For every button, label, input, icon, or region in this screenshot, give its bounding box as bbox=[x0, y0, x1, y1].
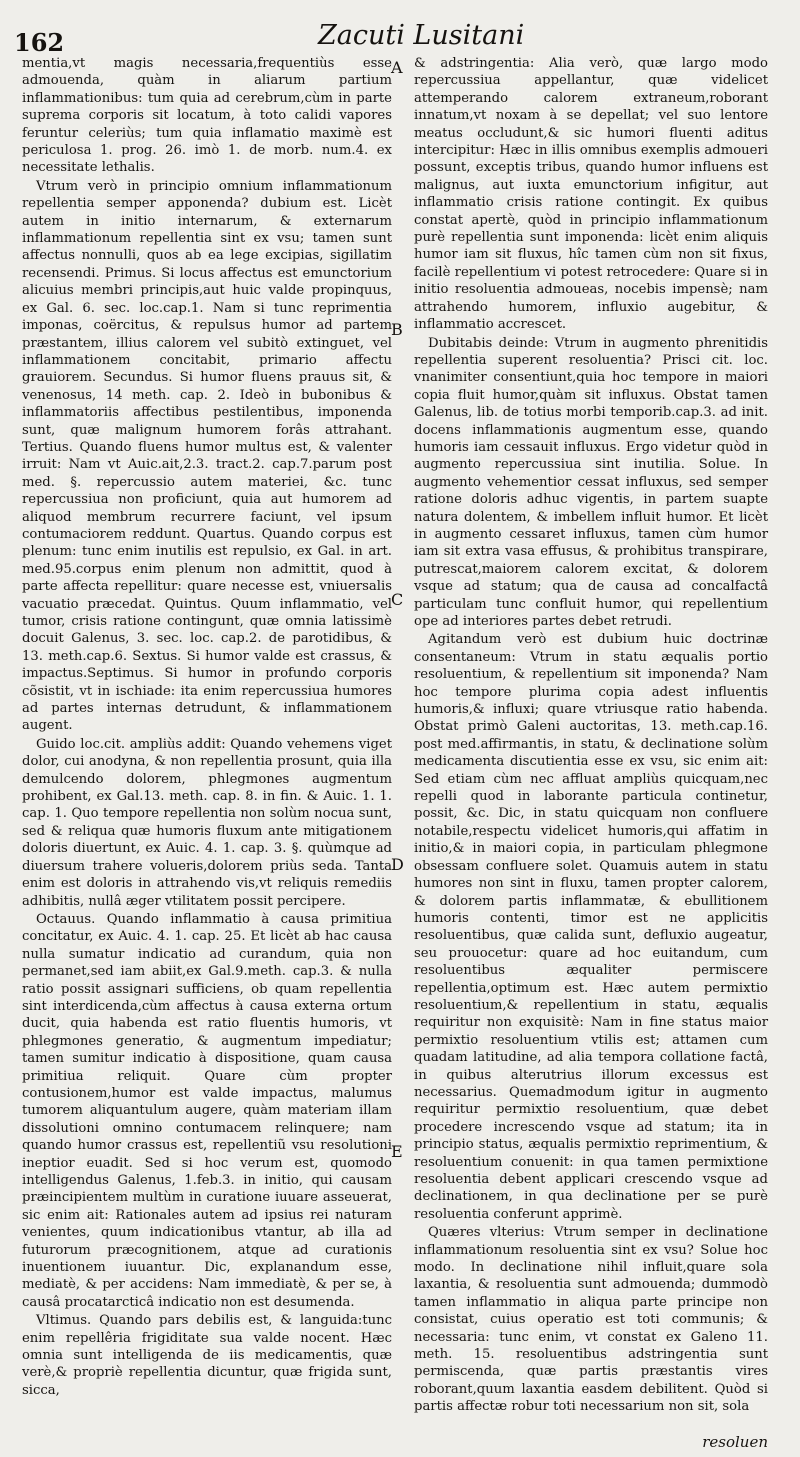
paragraph: Guido loc.cit. ampliùs addit: Quando vehemens viget dolor, cui anodyna, & non repellentia prosunt, quia illa demulcendo dolorem, phlegmones augmentum prohibent, ex Gal.13. meth. cap. 8. in fin. & Auic. 1. 1. cap. 1. Quo tempore repellentia non solùm nocua sunt, sed & reliqua quæ humoris fluxum ante mitigationem doloris diuertunt, ex Auic. 4. 1. cap. 3. §. quùmque ad diuersum trahere volueris,dolorem priùs seda. Tanta enim est doloris in attrahendo vis,vt reliquis remediis adhibitis, nullâ æger vtilitatem possit percipere. bbox=[22, 736, 392, 909]
paragraph: Agitandum verò est dubium huic doctrinæ consentaneum: Vtrum in statu æqualis portio resoluentium, & repellentium sit imponenda? Nam hoc tempore plurima copia adest influentis humoris,& influxi; quare vtriusque ratio habenda. Obstat primò Galeni auctoritas, 13. meth.cap.16. post med.affirmantis, in statu, & declinatione solùm medicamenta discutientia esse ex vsu, sic enim ait: Sed etiam cùm nec affluat ampliùs quicquam,nec repelli quod in laborante particula continetur, possit, &c. Dic, in statu quicquam non confluere notabile,respectu videlicet humoris,qui affatim in initio,& in maiori copia, in particulam phlegmone obsessam confluere solet. Quamuis autem in statu humores non sint in fluxu, tamen propter calorem, & dolorem partis inflammatæ, & ebullitionem humoris contenti, timor est ne applicitis resoluentibus, quæ calida sunt, defluxio augeatur, seu prouocetur: quare ad hoc euitandum, cum resoluentibus æqualiter permiscere repellentia,optimum est. Hæc autem permixtio resoluentium,& repellentium in statu, æqualis requiritur non exquisitè: Nam in fine status maior permixtio resoluentium vtilis est; attamen cum quadam latitudine, ad alia tempora collatione factâ, in quibus alterutrius illorum excessus est necessarius. Quemadmodum igitur in augmento requiritur permixtio resoluentium, quæ debet procedere increscendo vsque ad statum; ita in principio status, æqualis permixtio reprimentium, & resoluentium conuenit: in qua tamen permixtione resoluentia debent applicari crescendo vsque ad declinationem, in qua declinatione per se purè resoluentia conferunt apprimè. bbox=[414, 632, 768, 1222]
right-text-column bbox=[414, 55, 768, 1417]
paragraph: Octauus. Quando inflammatio à causa primitiua concitatur, ex Auic. 4. 1. cap. 25. Et licèt ab hac causa nulla sumatur indicatio ad curandum, quia non permanet,sed iam abiit,ex Gal.9.meth. cap.3. & nulla ratio possit assignari sufficiens, ob quam repellentia sint interdicenda,cùm affectus à causa externa ortum ducit, quia habenda est ratio fluentis humoris, vt phlegmones generatio, & augmentum impediatur; tamen sumitur indicatio à dispositione, quam causa primitiua reliquit. Quare cùm propter contusionem,humor est valde impactus, malumus tumorem aliquantulum augere, quàm materiam illam dissolutioni omnino contumacem relinquere; nam quando humor crassus est, repellentiũ vsu resolutioni ineptior euadit. Sed si hoc verum est, quomodo intelligendus Galenus, 1.feb.3. in initio, qui causam præincipientem multùm in curatione iuuare asseuerat, sic enim ait: Rationales autem ad ipsius rei naturam venientes, quum indicationibus vtantur, ab illa ad futurorum præcognitionem, atque ad curationis inuentionem iuuantur. Dic, explanandum esse, mediatè, & per accidens: Nam immediatè, & per se, à causâ procatarcticâ indicatio non est desumenda. bbox=[22, 911, 392, 1310]
paragraph: mentia,vt magis necessaria,frequentiùs esse admouenda, quàm in aliarum partium inflammationibus: tum quia ad cerebrum,cùm in parte suprema corporis sit locatum, à toto calidi vapores feruntur celeriùs; tum quia inflamatio maximè est periculosa 1. prog. 26. imò 1. de morb. num.4. ex necessitate lethalis. bbox=[22, 56, 392, 176]
page-number: 162 bbox=[14, 28, 65, 57]
page-header bbox=[0, 4, 800, 57]
catchword: resoluen bbox=[702, 1433, 768, 1451]
running-title: Zacuti Lusitani bbox=[318, 20, 525, 51]
margin-letter-b: B bbox=[391, 320, 403, 339]
paragraph: Dubitabis deinde: Vtrum in augmento phrenitidis repellentia superent resoluentia? Prisci cit. loc. vnanimiter consentiunt,quia hoc tempore in maiori copia fluit humor,quàm sit influxus. Obstat tamen Galenus, lib. de totius morbi temporib.cap.3. ad init. docens inflammationis augmentum esse, quando humoris iam cessauit influxus. Ergo videtur quòd in augmento repercussiua sint inutilia. Solue. In augmento vehementior cessat influxus, sed semper ratione doloris adhuc vigentis, in partem suapte natura dolentem, & imbellem influit humor. Et licèt in augmento cessaret influxus, tamen cùm humor iam sit extra vasa effusus, & prohibitus transpirare, putrescat,maiorem calorem excitat, & dolorem vsque ad statum; qua de causa ad concalfactâ particulam tunc confluit humor, qui repellentium ope ad interiores partes debet retrudi. bbox=[414, 335, 768, 629]
margin-letter-a: A bbox=[391, 58, 403, 77]
paragraph: Vltimus. Quando pars debilis est, & languida:tunc enim repellêria frigiditate sua valde nocent. Hæc omnia sunt intelligenda de iis medicamentis, quæ verè,& propriè repellentia dicuntur, quæ frigida sunt, sicca, bbox=[22, 1313, 392, 1398]
paragraph: Quæres vlterius: Vtrum semper in declinatione inflammationum resoluentia sint ex vsu? Solue hoc modo. In declinatione nihil influit,quare sola laxantia, & resoluentia sunt admouenda; dummodò tamen inflammatio in aliqua parte principe non consistat, cuius operatio est toti communis; & necessaria: tunc enim, vt constat ex Galeno 11. meth. 15. resoluentibus adstringentia sunt permiscenda, quæ partis præstantis vires roborant,quum laxantia easdem debilitent. Quòd si partis affectæ robur toti necessarium non sit, sola bbox=[414, 1225, 768, 1415]
left-text-column bbox=[22, 55, 392, 1400]
margin-letter-c: C bbox=[391, 590, 404, 609]
margin-letter-d: D bbox=[391, 855, 404, 874]
paragraph: Vtrum verò in principio omnium inflammationum repellentia semper apponenda? dubium est. Licèt autem in initio internarum, & externarum inflammationum repellentia sint ex vsu; tamen sunt affectus nonnulli, quos ab ea lege excipias, sigillatim recensendi. Primus. Si locus affectus est emunctorium alicuius membri principis,aut huic valde propinquus, ex Gal. 6. sec. loc.cap.1. Nam si tunc reprimentia imponas, coërcitus, & repulsus humor ad partem præstantem, illius calorem vel subitò extinguet, vel inflammationem concitabit, primario affectu grauiorem. Secundus. Si humor fluens prauus sit, & venenosus, 14 meth. cap. 2. Ideò in bubonibus & inflammatoriis affectibus pestilentibus, imponenda sunt, quæ malignum humorem forâs attrahant. Tertius. Quando fluens humor multus est, & valenter irruit: Nam vt Auic.ait,2.3. tract.2. cap.7.parum post med. §. repercussio autem materiei, &c. tunc repercussiua non proficiunt, quia aut humorem ad aliquod membrum recurrere faciunt, vel ipsum contumaciorem reddunt. Quartus. Quando corpus est plenum: tunc enim inutilis est repulsio, ex Gal. in art. med.95.corpus enim plenum non admittit, quod à parte affecta repellitur: quare necesse est, vniuersalis vacuatio præcedat. Quintus. Quum inflammatio, vel tumor, crisis ratione contingunt, quæ omnia latissimè docuit Galenus, 3. sec. loc. cap.2. de parotidibus, & 13. meth.cap.6. Sextus. Si humor valde est crassus, & impactus.Septimus. Si humor in profundo corporis cõsistit, vt in ischiade: ita enim repercussiua humores ad partes internas detrudunt, & inflammationem augent. bbox=[22, 178, 392, 734]
paragraph: & adstringentia: Alia verò, quæ largo modo repercussiua appellantur, quæ videlicet attemperando calorem extraneum,roborant innatum,vt noxam à se depellat; vel suo lentore meatus occludunt,& sic humori fluenti aditus intercipitur: Hæc in illis omnibus exemplis admoueri possunt, exceptis tribus, quando humor influens est malignus, aut iuxta emunctorium infigitur, aut inflammatio crisis ratione contingit. Ex quibus constat apertè, quòd in principio inflammationum purè repellentia sunt imponenda: licèt enim aliquis humor iam sit fluxus, hîc tamen cùm non sit fixus, facilè repellentium vi potest retrocedere: Quare si in initio resoluentia admoueas, nocebis impensè; nam attrahendo humorem, influxio augebitur, & inflammatio accrescet. bbox=[414, 56, 768, 333]
margin-letter-e: E bbox=[391, 1142, 403, 1161]
